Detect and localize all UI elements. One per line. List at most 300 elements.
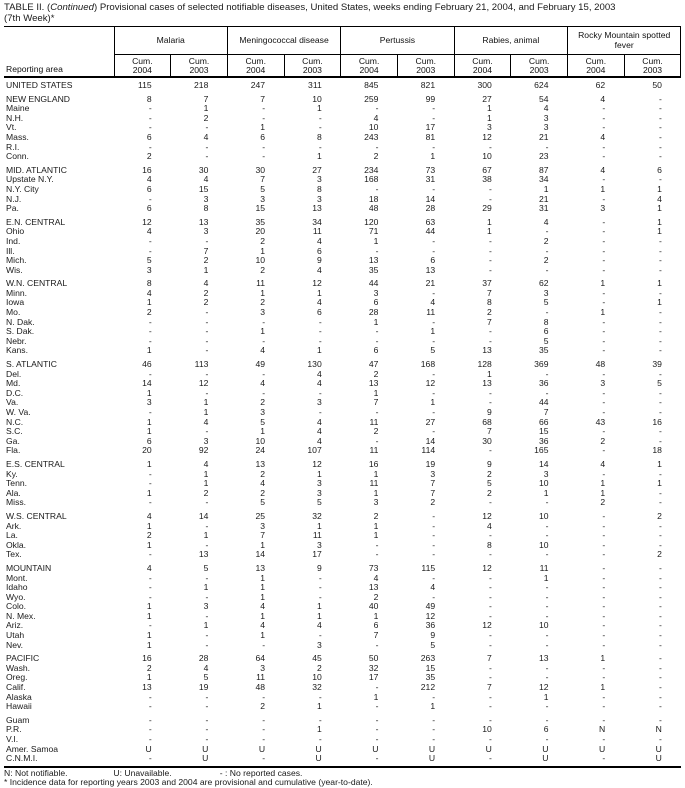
value-cell: - bbox=[432, 691, 436, 702]
value-cell: - bbox=[488, 734, 492, 744]
subcol-meningococcal-2004: Cum. 2004 bbox=[227, 55, 284, 78]
value-cell: - bbox=[488, 326, 492, 337]
row-label: Hawaii bbox=[6, 702, 32, 712]
table-row bbox=[4, 185, 681, 195]
value-cell: 8 bbox=[316, 131, 322, 142]
row-label: Pa. bbox=[6, 204, 19, 214]
table-row bbox=[4, 602, 681, 612]
table-row bbox=[4, 389, 681, 399]
value-cell: - bbox=[262, 151, 266, 162]
row-label: N.J. bbox=[6, 194, 22, 204]
value-cell: 5 bbox=[203, 672, 209, 683]
value-cell: 1 bbox=[316, 468, 322, 479]
value-cell: - bbox=[488, 630, 492, 641]
value-cell: 1 bbox=[543, 691, 549, 702]
table-row bbox=[4, 664, 681, 674]
value-cell: - bbox=[205, 610, 209, 621]
value-cell: 10 bbox=[538, 510, 549, 521]
table-row bbox=[4, 289, 681, 299]
value-cell: N bbox=[655, 724, 662, 735]
value-cell: - bbox=[488, 235, 492, 246]
value-cell: - bbox=[488, 672, 492, 683]
value-cell: - bbox=[432, 572, 436, 583]
table-row bbox=[4, 337, 681, 347]
value-cell: - bbox=[659, 734, 662, 744]
value-cell: - bbox=[205, 368, 209, 379]
value-cell: - bbox=[602, 620, 606, 631]
row-label: Kans. bbox=[6, 346, 28, 356]
value-cell: 4 bbox=[146, 510, 152, 521]
value-cell: - bbox=[205, 539, 209, 550]
value-cell: - bbox=[659, 112, 662, 123]
value-cell: 2 bbox=[260, 397, 266, 408]
value-cell: - bbox=[602, 691, 606, 702]
value-cell: 12 bbox=[482, 131, 492, 142]
value-cell: 28 bbox=[198, 653, 209, 664]
row-label: Mo. bbox=[6, 308, 21, 318]
value-cell: - bbox=[205, 345, 209, 356]
value-cell: 73 bbox=[425, 164, 436, 175]
subcol-pertussis-2003: Cum. 2003 bbox=[397, 55, 454, 78]
value-cell: - bbox=[545, 630, 549, 641]
value-cell: - bbox=[545, 549, 549, 560]
value-cell: - bbox=[318, 572, 322, 583]
value-cell: 36 bbox=[425, 620, 436, 631]
value-cell: - bbox=[659, 682, 662, 693]
value-cell: - bbox=[432, 335, 436, 346]
value-cell: 4 bbox=[260, 478, 266, 489]
table-row bbox=[4, 256, 681, 266]
value-cell: 1 bbox=[316, 151, 322, 162]
value-cell: 13 bbox=[255, 562, 266, 573]
value-cell: 71 bbox=[368, 226, 379, 237]
value-cell: 1 bbox=[487, 226, 492, 237]
value-cell: 20 bbox=[142, 445, 152, 456]
row-label: D.C. bbox=[6, 388, 24, 398]
value-cell: 12 bbox=[312, 278, 322, 289]
value-cell: 247 bbox=[250, 80, 266, 90]
value-cell: 3 bbox=[543, 112, 549, 123]
value-cell: 32 bbox=[368, 662, 379, 673]
value-cell: - bbox=[318, 714, 322, 725]
value-cell: - bbox=[432, 183, 436, 194]
table-row bbox=[4, 489, 681, 499]
value-cell: 3 bbox=[146, 264, 152, 275]
value-cell: 44 bbox=[538, 397, 549, 408]
value-cell: - bbox=[205, 734, 209, 744]
value-cell: 54 bbox=[538, 93, 549, 104]
row-label: P.R. bbox=[6, 725, 22, 735]
value-cell: 47 bbox=[368, 359, 379, 370]
value-cell: - bbox=[375, 734, 379, 744]
value-cell: - bbox=[262, 387, 266, 398]
value-cell: 3 bbox=[260, 193, 266, 204]
value-cell: - bbox=[545, 591, 549, 602]
value-cell: - bbox=[659, 630, 662, 641]
table-row bbox=[4, 418, 681, 428]
value-cell: - bbox=[659, 487, 662, 498]
row-label: Vt. bbox=[6, 123, 17, 133]
table-row bbox=[4, 564, 681, 574]
value-cell: - bbox=[262, 753, 266, 764]
value-cell: 35 bbox=[538, 345, 549, 356]
value-cell: - bbox=[602, 714, 606, 725]
value-cell: 10 bbox=[482, 151, 492, 162]
value-cell: 1 bbox=[657, 297, 662, 308]
value-cell: 8 bbox=[543, 316, 549, 327]
value-cell: U bbox=[202, 753, 209, 764]
value-cell: 50 bbox=[652, 80, 662, 90]
value-cell: - bbox=[602, 345, 606, 356]
value-cell: 9 bbox=[316, 562, 322, 573]
subcol-rabies-2003: Cum. 2003 bbox=[511, 55, 568, 78]
value-cell: 9 bbox=[430, 630, 436, 641]
value-cell: 8 bbox=[487, 539, 492, 550]
value-cell: - bbox=[659, 131, 662, 142]
value-cell: 1 bbox=[146, 630, 152, 641]
value-cell: 49 bbox=[255, 359, 266, 370]
value-cell: 1 bbox=[316, 520, 322, 531]
value-cell: - bbox=[205, 141, 209, 152]
value-cell: - bbox=[262, 103, 266, 114]
table-title-line2: (7th Week)* bbox=[4, 12, 55, 24]
value-cell: 1 bbox=[316, 103, 322, 114]
value-cell: 73 bbox=[368, 562, 379, 573]
value-cell: - bbox=[602, 520, 606, 531]
value-cell: 9 bbox=[487, 407, 492, 417]
value-cell: - bbox=[602, 122, 606, 133]
value-cell: 4 bbox=[146, 287, 152, 298]
value-cell: 4 bbox=[430, 582, 436, 593]
value-cell: 1 bbox=[146, 297, 152, 308]
value-cell: - bbox=[375, 682, 379, 693]
row-label: Ga. bbox=[6, 436, 20, 446]
value-cell: - bbox=[488, 255, 492, 266]
value-cell: 3 bbox=[543, 287, 549, 298]
value-cell: - bbox=[205, 335, 209, 346]
value-cell: - bbox=[375, 539, 379, 550]
row-label: N.H. bbox=[6, 113, 24, 123]
row-label: Conn. bbox=[6, 152, 29, 162]
value-cell: 2 bbox=[373, 591, 379, 602]
value-cell: 821 bbox=[420, 80, 436, 90]
value-cell: 64 bbox=[255, 653, 266, 664]
value-cell: - bbox=[262, 639, 266, 650]
value-cell: 30 bbox=[198, 164, 209, 175]
value-cell: 300 bbox=[477, 80, 492, 90]
row-label: W.S. CENTRAL bbox=[6, 511, 67, 521]
value-cell: 218 bbox=[194, 80, 209, 90]
value-cell: 1 bbox=[373, 468, 379, 479]
value-cell: U bbox=[202, 743, 209, 754]
value-cell: - bbox=[488, 497, 492, 508]
value-cell: 92 bbox=[198, 445, 209, 456]
value-cell: 3 bbox=[316, 487, 322, 498]
value-cell: 845 bbox=[364, 80, 379, 90]
subcol-meningococcal-2003: Cum. 2003 bbox=[284, 55, 341, 78]
value-cell: - bbox=[205, 122, 209, 133]
value-cell: 11 bbox=[256, 278, 266, 289]
value-cell: - bbox=[488, 662, 492, 673]
value-cell: - bbox=[545, 662, 549, 673]
value-cell: 4 bbox=[657, 193, 662, 204]
value-cell: 10 bbox=[538, 478, 549, 489]
row-label: Utah bbox=[6, 631, 25, 641]
value-cell: 11 bbox=[369, 445, 379, 456]
value-cell: 1 bbox=[203, 530, 209, 541]
value-cell: 2 bbox=[146, 307, 152, 318]
value-cell: 5 bbox=[487, 478, 492, 489]
value-cell: 16 bbox=[368, 458, 379, 469]
value-cell: 8 bbox=[203, 203, 209, 214]
row-label: Tenn. bbox=[6, 479, 28, 489]
value-cell: 7 bbox=[430, 478, 436, 489]
value-cell: - bbox=[488, 639, 492, 650]
value-cell: - bbox=[488, 610, 492, 621]
value-cell: 1 bbox=[657, 458, 662, 469]
value-cell: - bbox=[659, 174, 662, 185]
row-label: S. ATLANTIC bbox=[6, 360, 57, 370]
value-cell: 35 bbox=[425, 672, 436, 683]
row-label: Fla. bbox=[6, 446, 21, 456]
value-cell: 369 bbox=[534, 359, 549, 370]
value-cell: - bbox=[262, 714, 266, 725]
value-cell: - bbox=[602, 591, 606, 602]
value-cell: - bbox=[602, 387, 606, 398]
table-row bbox=[4, 175, 681, 185]
value-cell: 14 bbox=[142, 378, 152, 389]
value-cell: - bbox=[659, 335, 662, 346]
row-label: Ind. bbox=[6, 236, 21, 246]
value-cell: 2 bbox=[146, 662, 152, 673]
table-header bbox=[4, 27, 681, 78]
value-cell: 27 bbox=[482, 93, 492, 104]
value-cell: 3 bbox=[260, 662, 266, 673]
value-cell: U bbox=[315, 743, 322, 754]
row-label: Upstate N.Y. bbox=[6, 175, 54, 185]
value-cell: 99 bbox=[425, 93, 436, 104]
value-cell: 38 bbox=[482, 174, 492, 185]
value-cell: 10 bbox=[312, 672, 322, 683]
value-cell: 48 bbox=[368, 203, 379, 214]
value-cell: - bbox=[602, 255, 606, 266]
value-cell: - bbox=[148, 245, 152, 256]
value-cell: 4 bbox=[543, 103, 549, 114]
value-cell: 1 bbox=[203, 620, 209, 631]
value-cell: 1 bbox=[146, 387, 152, 398]
value-cell: - bbox=[205, 520, 209, 531]
value-cell: - bbox=[659, 245, 662, 256]
table-row bbox=[4, 641, 681, 651]
value-cell: 13 bbox=[425, 264, 436, 275]
value-cell: 7 bbox=[260, 530, 266, 541]
table-row bbox=[4, 77, 681, 91]
value-cell: U bbox=[315, 753, 322, 764]
title-part3: ) Provisional cases of selected notifiable diseases, United States, weeks ending February 21, 2004, and February 15, 2003 bbox=[93, 2, 616, 13]
value-cell: - bbox=[488, 445, 492, 456]
value-cell: - bbox=[602, 174, 606, 185]
value-cell: - bbox=[148, 112, 152, 123]
value-cell: 2 bbox=[543, 235, 549, 246]
value-cell: 2 bbox=[373, 510, 379, 521]
value-cell: - bbox=[545, 520, 549, 531]
value-cell: 2 bbox=[487, 468, 492, 479]
value-cell: 5 bbox=[657, 378, 662, 389]
value-cell: 3 bbox=[543, 468, 549, 479]
value-cell: 3 bbox=[316, 478, 322, 489]
table-row bbox=[4, 379, 681, 389]
value-cell: 1 bbox=[657, 183, 662, 194]
value-cell: 6 bbox=[146, 183, 152, 194]
value-cell: - bbox=[318, 407, 322, 417]
value-cell: - bbox=[375, 183, 379, 194]
value-cell: - bbox=[205, 701, 209, 712]
row-label: Colo. bbox=[6, 602, 27, 612]
value-cell: - bbox=[488, 572, 492, 583]
value-cell: 14 bbox=[255, 549, 266, 560]
value-cell: 3 bbox=[430, 468, 436, 479]
value-cell: - bbox=[375, 103, 379, 114]
value-cell: 3 bbox=[316, 174, 322, 185]
value-cell: 10 bbox=[255, 435, 266, 446]
value-cell: 2 bbox=[260, 468, 266, 479]
value-cell: - bbox=[432, 287, 436, 298]
value-cell: 8 bbox=[316, 183, 322, 194]
value-cell: - bbox=[148, 714, 152, 725]
row-label: W.N. CENTRAL bbox=[6, 279, 68, 289]
value-cell: 1 bbox=[487, 216, 492, 227]
value-cell: - bbox=[659, 287, 662, 298]
value-cell: - bbox=[318, 591, 322, 602]
value-cell: - bbox=[659, 387, 662, 398]
value-cell: - bbox=[602, 112, 606, 123]
value-cell: 107 bbox=[307, 445, 322, 456]
value-cell: - bbox=[148, 691, 152, 702]
value-cell: 4 bbox=[316, 297, 322, 308]
table-row bbox=[4, 279, 681, 289]
row-label: E.N. CENTRAL bbox=[6, 217, 66, 227]
value-cell: - bbox=[602, 445, 606, 456]
value-cell: 3 bbox=[203, 193, 209, 204]
value-cell: - bbox=[545, 141, 549, 152]
value-cell: 35 bbox=[368, 264, 379, 275]
value-cell: 10 bbox=[482, 724, 492, 735]
table-row bbox=[4, 123, 681, 133]
value-cell: 1 bbox=[146, 672, 152, 683]
value-cell: - bbox=[262, 141, 266, 152]
value-cell: 12 bbox=[482, 620, 492, 631]
value-cell: - bbox=[602, 662, 606, 673]
value-cell: 16 bbox=[652, 416, 662, 427]
value-cell: 11 bbox=[369, 478, 379, 489]
value-cell: - bbox=[659, 610, 662, 621]
value-cell: - bbox=[659, 539, 662, 550]
value-cell: - bbox=[318, 630, 322, 641]
value-cell: - bbox=[432, 141, 436, 152]
value-cell: 44 bbox=[368, 278, 379, 289]
value-cell: 6 bbox=[316, 245, 322, 256]
table-row bbox=[4, 725, 681, 735]
value-cell: - bbox=[602, 539, 606, 550]
table-row bbox=[4, 541, 681, 551]
value-cell: - bbox=[659, 582, 662, 593]
value-cell: 1 bbox=[430, 326, 436, 337]
value-cell: 37 bbox=[482, 278, 492, 289]
value-cell: - bbox=[375, 714, 379, 725]
value-cell: - bbox=[488, 193, 492, 204]
value-cell: - bbox=[659, 426, 662, 437]
value-cell: 1 bbox=[203, 407, 209, 417]
value-cell: 5 bbox=[260, 497, 266, 508]
row-label: Idaho bbox=[6, 583, 28, 593]
value-cell: - bbox=[545, 734, 549, 744]
value-cell: 5 bbox=[430, 639, 436, 650]
value-cell: - bbox=[659, 572, 662, 583]
value-cell: 4 bbox=[316, 416, 322, 427]
value-cell: 128 bbox=[477, 359, 492, 370]
value-cell: - bbox=[205, 316, 209, 327]
value-cell: 20 bbox=[255, 226, 266, 237]
table-row bbox=[4, 114, 681, 124]
value-cell: 1 bbox=[260, 539, 266, 550]
table-row bbox=[4, 298, 681, 308]
value-cell: - bbox=[205, 630, 209, 641]
title-continued: Continued bbox=[50, 2, 94, 13]
value-cell: - bbox=[148, 335, 152, 346]
value-cell: 11 bbox=[312, 530, 322, 541]
value-cell: - bbox=[148, 734, 152, 744]
value-cell: - bbox=[659, 701, 662, 712]
value-cell: - bbox=[602, 468, 606, 479]
table-row bbox=[4, 654, 681, 664]
value-cell: 25 bbox=[255, 510, 266, 521]
table-row bbox=[4, 446, 681, 456]
table-row bbox=[4, 745, 681, 755]
value-cell: 9 bbox=[487, 458, 492, 469]
row-label: E.S. CENTRAL bbox=[6, 459, 65, 469]
value-cell: 4 bbox=[203, 458, 209, 469]
value-cell: 21 bbox=[425, 278, 436, 289]
value-cell: - bbox=[602, 510, 606, 521]
table-row bbox=[4, 266, 681, 276]
subcol-malaria-2003: Cum. 2003 bbox=[171, 55, 228, 78]
value-cell: 4 bbox=[203, 278, 209, 289]
value-cell: 67 bbox=[482, 164, 492, 175]
value-cell: 36 bbox=[538, 378, 549, 389]
value-cell: - bbox=[432, 407, 436, 417]
value-cell: - bbox=[262, 368, 266, 379]
subcol-rmsf-2003: Cum. 2003 bbox=[624, 55, 681, 78]
value-cell: - bbox=[148, 316, 152, 327]
value-cell: - bbox=[205, 639, 209, 650]
table-row bbox=[4, 218, 681, 228]
value-cell: 1 bbox=[430, 397, 436, 408]
value-cell: 13 bbox=[198, 549, 209, 560]
value-cell: 168 bbox=[364, 174, 379, 185]
value-cell: 29 bbox=[482, 203, 492, 214]
value-cell: - bbox=[262, 724, 266, 735]
value-cell: 17 bbox=[425, 122, 436, 133]
value-cell: - bbox=[205, 307, 209, 318]
value-cell: 27 bbox=[425, 416, 436, 427]
value-cell: 13 bbox=[482, 378, 492, 389]
value-cell: - bbox=[659, 141, 662, 152]
row-label: N.Y. City bbox=[6, 184, 39, 194]
value-cell: - bbox=[488, 335, 492, 346]
value-cell: 6 bbox=[373, 620, 379, 631]
footnote-incidence: * Incidence data for reporting years 2003 and 2004 are provisional and cumulative (year-to-date). bbox=[4, 777, 373, 788]
value-cell: 39 bbox=[652, 359, 662, 370]
